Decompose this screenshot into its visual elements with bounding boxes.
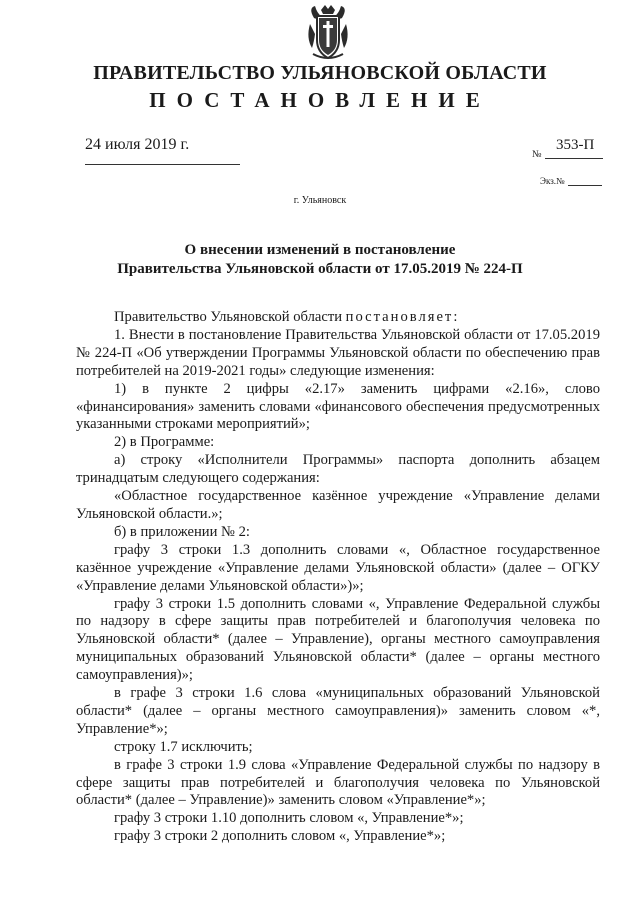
body-paragraph: «Областное государственное казённое учреждение «Управление делами Ульяновской области.»; [76, 488, 600, 522]
document-date: 24 июля 2019 г. [85, 136, 190, 153]
body-paragraph: 1. Внести в постановление Правительства Ульяновской области от 17.05.2019 № 224-П «Об утверждении Программы Ульяновской области по обеспечению прав потребителей на 2019-2021 годы» следующие изменения: [76, 326, 600, 379]
city: г. Ульяновск [293, 195, 347, 206]
document-type: ПОСТАНОВЛЕНИЕ [149, 88, 491, 112]
body-paragraph: графу 3 строки 2 дополнить словом «, Управление*»; [114, 828, 446, 845]
document-title [0, 241, 640, 279]
organization-name: ПРАВИТЕЛЬСТВО УЛЬЯНОВСКОЙ ОБЛАСТИ [93, 62, 547, 84]
body-paragraph: строку 1.7 исключить; [114, 738, 253, 755]
number-underline [545, 158, 603, 159]
title-line-2: Правительства Ульяновской области от 17.05.2019 № 224-П [117, 261, 523, 277]
body-paragraph: в графе 3 строки 1.9 слова «Управление Федеральной службы по надзору в сфере защиты прав потребителей и благополучия человека по Ульяновской области* (далее – Управление)» заменить словом «Управление*»; [76, 756, 600, 809]
preamble-prefix: Правительство Ульяновской области [114, 309, 346, 325]
document-number: 353-П [556, 137, 595, 153]
preamble-suffix: : [453, 309, 458, 325]
body-paragraph [76, 309, 600, 327]
title-line-1: О внесении изменений в постановление [184, 242, 456, 258]
body-paragraph: 1) в пункте 2 цифры «2.17» заменить цифрами «2.16», слово «финансирования» заменить словами «финансового обеспечения предусмотренных указанными строками мероприятий»; [76, 380, 600, 433]
document-body [76, 309, 600, 846]
date-underline [85, 164, 240, 165]
copy-number-label: Экз.№ [540, 176, 565, 186]
body-paragraph: а) строку «Исполнители Программы» паспорта дополнить абзацем тринадцатым следующего содержания: [76, 452, 600, 487]
body-paragraph: в графе 3 строки 1.6 слова «муниципальных образований Ульяновской области* (далее – органы местного самоуправления)» заменить словом «*, Управление*»; [76, 685, 600, 737]
body-paragraph: графу 3 строки 1.10 дополнить словом «, Управление*»; [114, 810, 464, 827]
body-paragraph: б) в приложении № 2: [114, 523, 250, 540]
coat-of-arms-icon [305, 4, 351, 62]
body-paragraph: графу 3 строки 1.5 дополнить словами «, Управление Федеральной службы по надзору в сфере защиты прав потребителей и благополучия человека по Ульяновской области* (далее – Управление), органы местного самоуправления муниципальных образований Ульяновской области* (далее – органы местного самоуправления)»; [76, 595, 600, 684]
body-paragraph: графу 3 строки 1.3 дополнить словами «, Областное государственное казённое учреждение «Управление делами Ульяновской области» (далее – ОГКУ «Управление делами Ульяновской области»)»; [76, 541, 600, 594]
number-label: № [532, 149, 542, 160]
copy-number-underline [568, 185, 602, 186]
body-paragraph: 2) в Программе: [114, 434, 215, 451]
preamble-verb: постановляет [345, 309, 454, 325]
